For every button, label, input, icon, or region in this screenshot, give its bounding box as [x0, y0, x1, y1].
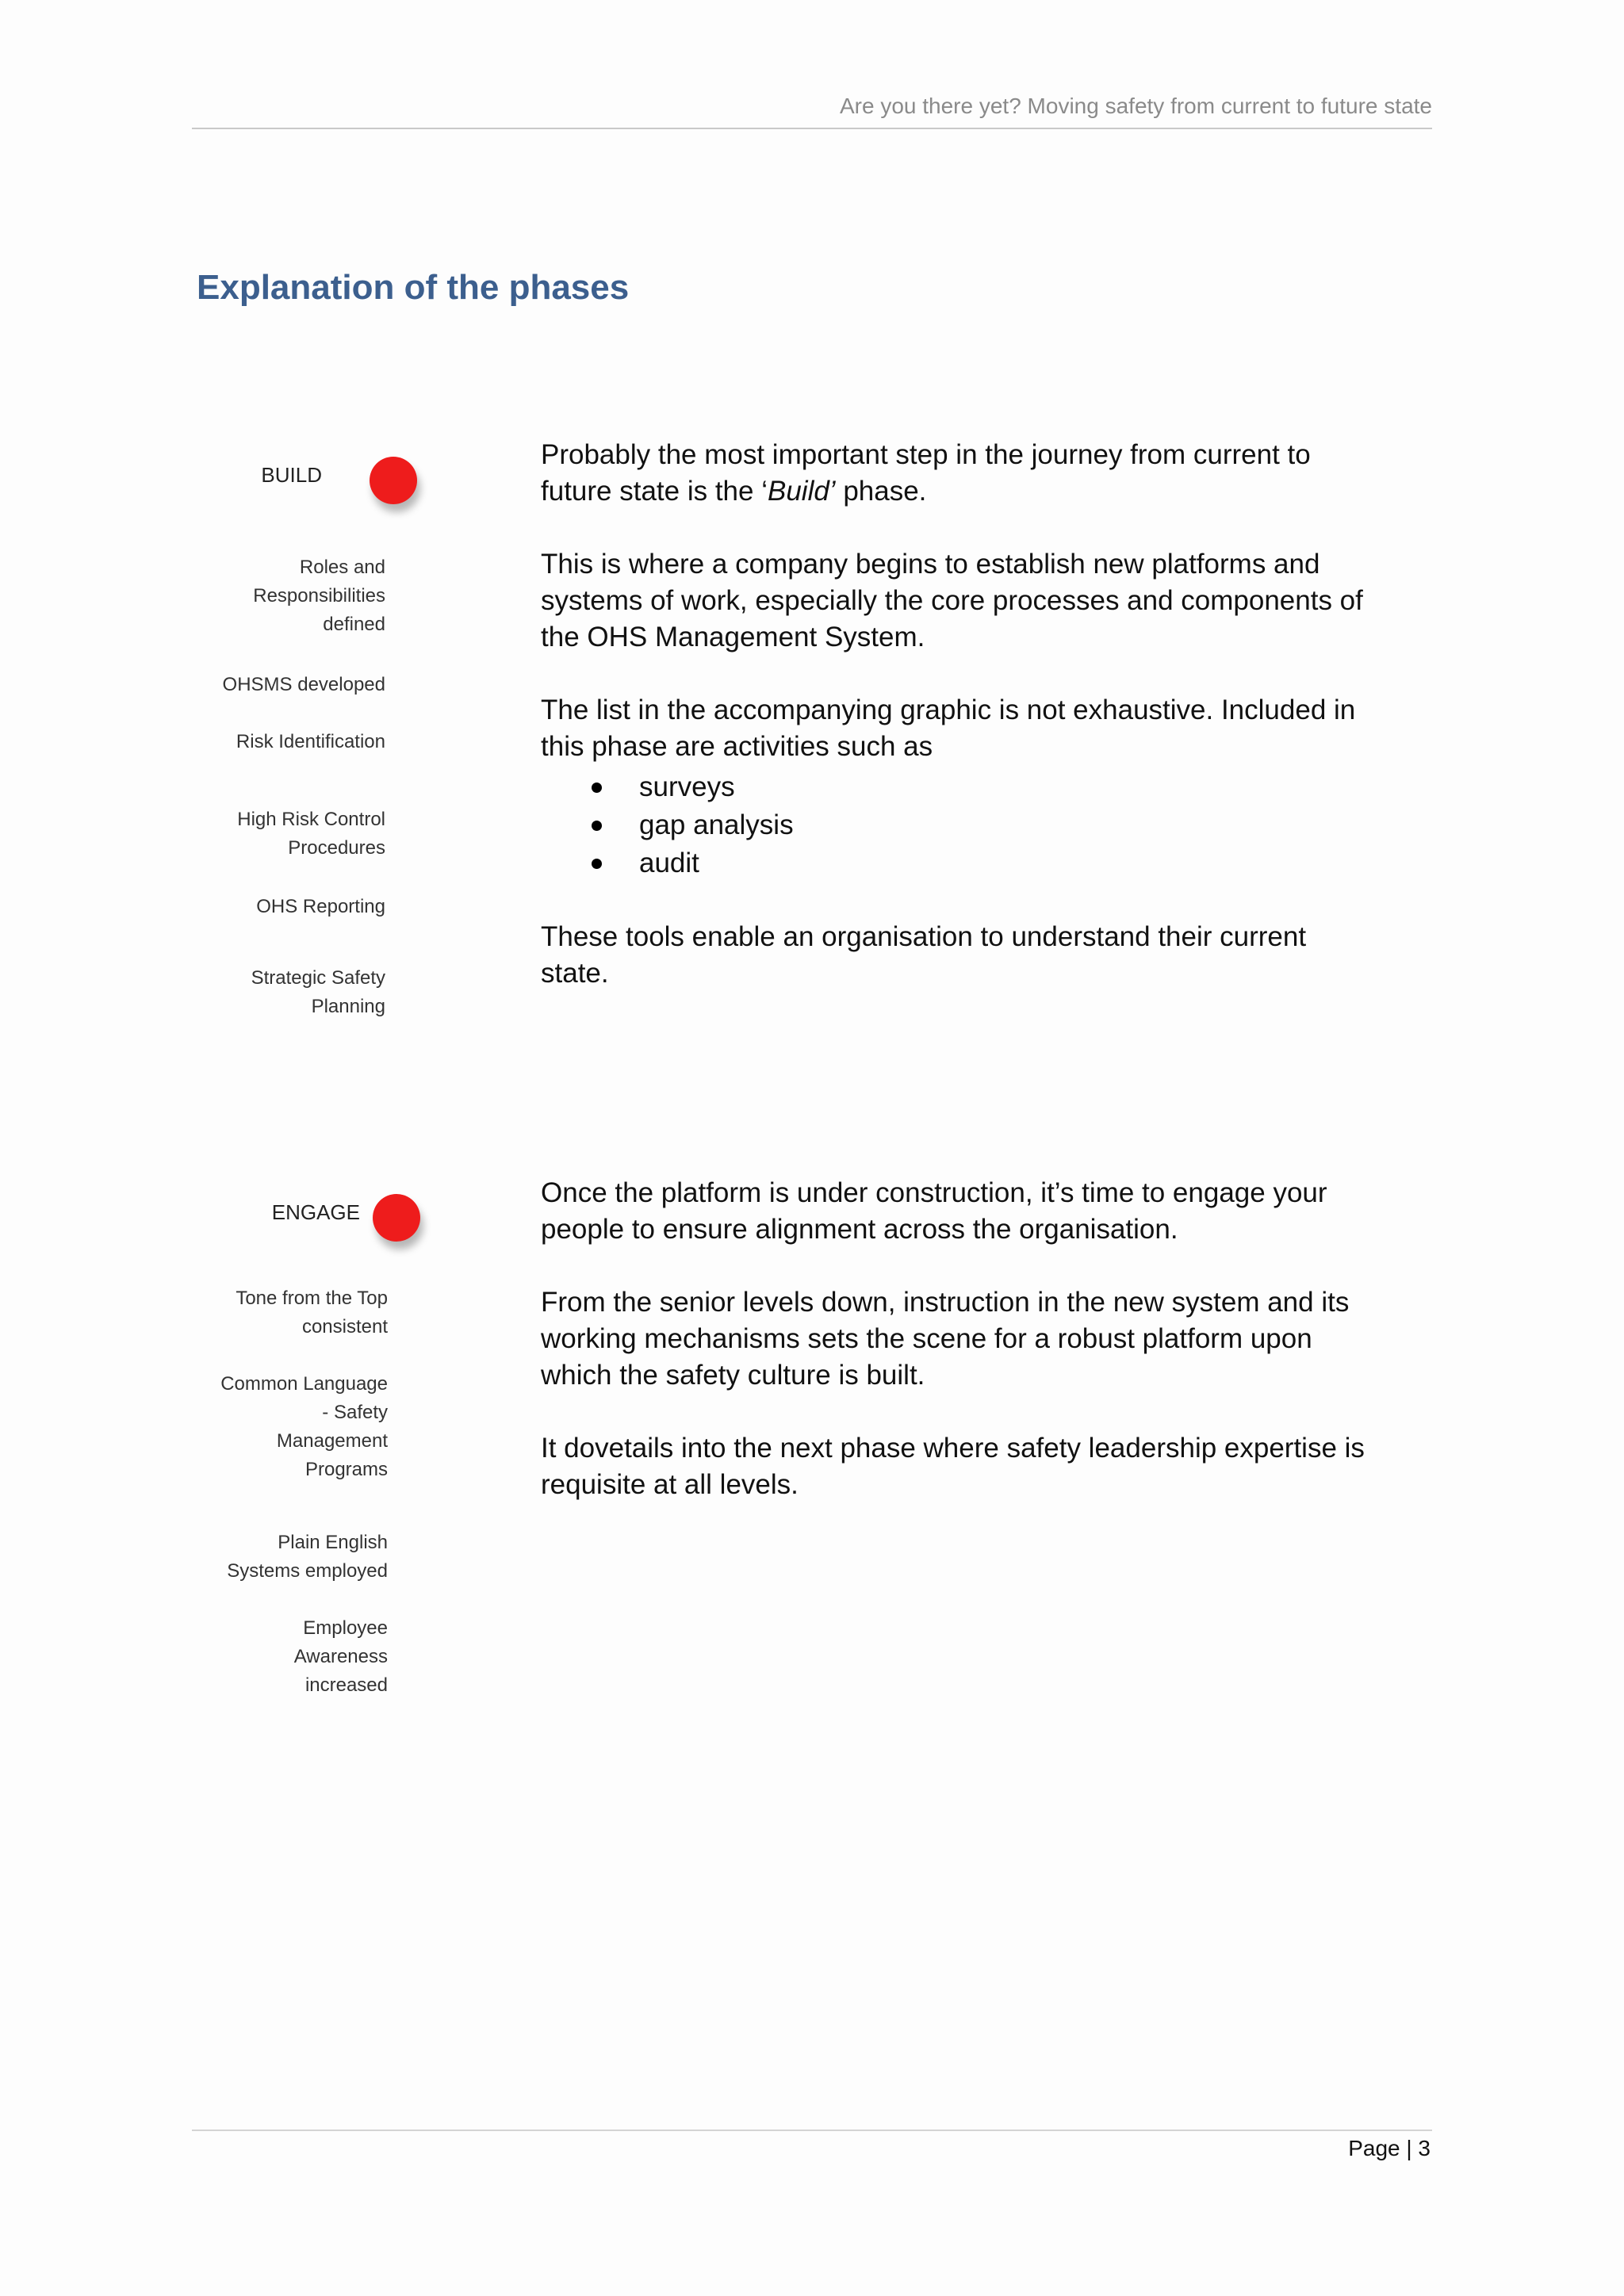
- engage-phase-label: ENGAGE: [271, 1200, 360, 1224]
- build-sidebar-item: OHS Reporting: [256, 896, 385, 917]
- build-sidebar-item: Strategic Safety Planning: [251, 967, 385, 1017]
- build-sidebar-item: High Risk Control Procedures: [237, 809, 385, 859]
- engage-sidebar-item: Tone from the Top consistent: [236, 1288, 388, 1337]
- build-sidebar-item: Roles and Responsibilities defined: [253, 557, 385, 635]
- section-title: Explanation of the phases: [197, 268, 630, 307]
- build-para1-text: Probably the most important step in the journey from current to future state is the ‘: [541, 439, 1311, 507]
- engage-paragraph-1: Once the platform is under construction, it’s time to engage your people to ensure alignment across the organisation.: [541, 1177, 1327, 1245]
- build-paragraph-2: This is where a company begins to establish new platforms and systems of work, especially the core processes and components of the OHS Management System.: [541, 549, 1363, 652]
- engage-body: [541, 1175, 1365, 1540]
- engage-sidebar-item: Common Language - Safety Management Programs: [220, 1373, 388, 1480]
- build-body: [541, 437, 1365, 1028]
- footer-rule: [192, 2130, 1432, 2131]
- list-item: gap analysis: [541, 806, 1365, 844]
- list-item: surveys: [541, 768, 1365, 806]
- build-sidebar-item: Risk Identification: [236, 731, 385, 752]
- engage-sidebar-item: Employee Awareness increased: [293, 1617, 388, 1696]
- build-paragraph-4: These tools enable an organisation to understand their current state.: [541, 921, 1307, 989]
- build-sidebar-item: OHSMS developed: [222, 674, 385, 695]
- page-number: Page | 3: [1348, 2136, 1431, 2160]
- engage-sidebar: [197, 0, 388, 2296]
- build-phase-label: BUILD: [261, 463, 322, 487]
- build-paragraph-3: The list in the accompanying graphic is not exhaustive. Included in this phase are activities such as: [541, 695, 1356, 762]
- build-para1-end: phase.: [835, 476, 927, 507]
- running-header: Are you there yet? Moving safety from current to future state: [839, 94, 1432, 118]
- engage-paragraph-2: From the senior levels down, instruction in the new system and its working mechanisms sets the scene for a robust platform upon which the safety culture is built.: [541, 1287, 1350, 1391]
- build-term: Build’: [767, 476, 836, 507]
- build-activity-list: [541, 768, 1365, 882]
- build-paragraph-1: [541, 437, 1365, 510]
- list-item: audit: [541, 844, 1365, 882]
- engage-paragraph-3: It dovetails into the next phase where safety leadership expertise is requisite at all levels.: [541, 1433, 1365, 1500]
- engage-sidebar-item: Plain English Systems employed: [227, 1532, 388, 1582]
